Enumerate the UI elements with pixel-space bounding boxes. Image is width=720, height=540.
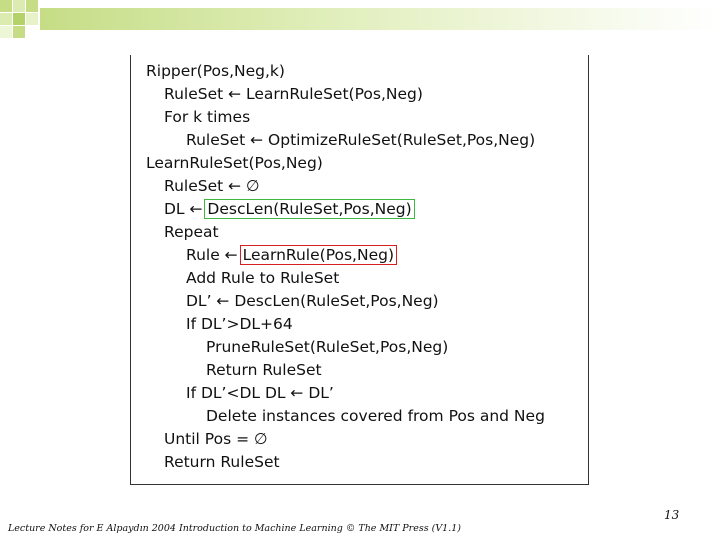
decor-square <box>0 26 12 38</box>
algo-line: RuleSet ← ∅ <box>164 177 260 195</box>
algo-line: RuleSet ← OptimizeRuleSet(RuleSet,Pos,Neg) <box>186 131 536 149</box>
algo-line: RuleSet ← LearnRuleSet(Pos,Neg) <box>164 85 423 103</box>
algo-line: DL’ ← DescLen(RuleSet,Pos,Neg) <box>186 292 439 310</box>
algo-line: LearnRuleSet(Pos,Neg) <box>146 154 323 172</box>
algo-line <box>164 198 415 221</box>
dl-assign-label: DL ← <box>164 200 208 218</box>
algo-line: Repeat <box>164 223 219 241</box>
rule-assign-label: Rule ← <box>186 246 243 264</box>
algo-line: Return RuleSet <box>164 453 280 471</box>
decor-square <box>26 0 38 12</box>
header-decoration <box>0 0 720 45</box>
algo-line: For k times <box>164 108 251 126</box>
decor-square <box>13 26 25 38</box>
decor-square <box>13 0 25 12</box>
page-number: 13 <box>664 508 680 522</box>
decor-square <box>0 0 12 12</box>
desclen-highlight-green: DescLen(RuleSet,Pos,Neg) <box>204 199 414 219</box>
header-gradient-bar <box>40 8 720 30</box>
algo-line: If DL’>DL+64 <box>186 315 293 333</box>
decor-square <box>26 13 38 25</box>
footer-citation: Lecture Notes for E Alpaydın 2004 Introduction to Machine Learning © The MIT Press (V1.1) <box>8 523 461 534</box>
algo-line: Add Rule to RuleSet <box>186 269 340 287</box>
algo-line: Return RuleSet <box>206 361 322 379</box>
algo-line: Until Pos = ∅ <box>164 430 268 448</box>
algo-line: Ripper(Pos,Neg,k) <box>146 62 285 80</box>
algo-line: PruneRuleSet(RuleSet,Pos,Neg) <box>206 338 449 356</box>
decor-square <box>0 13 12 25</box>
learnrule-highlight-red: LearnRule(Pos,Neg) <box>240 245 397 265</box>
algo-line: If DL’<DL DL ← DL’ <box>186 384 334 402</box>
decor-square <box>13 13 25 25</box>
algorithm-box <box>130 55 589 485</box>
algo-line: Delete instances covered from Pos and Neg <box>206 407 545 425</box>
algo-line <box>186 244 397 267</box>
